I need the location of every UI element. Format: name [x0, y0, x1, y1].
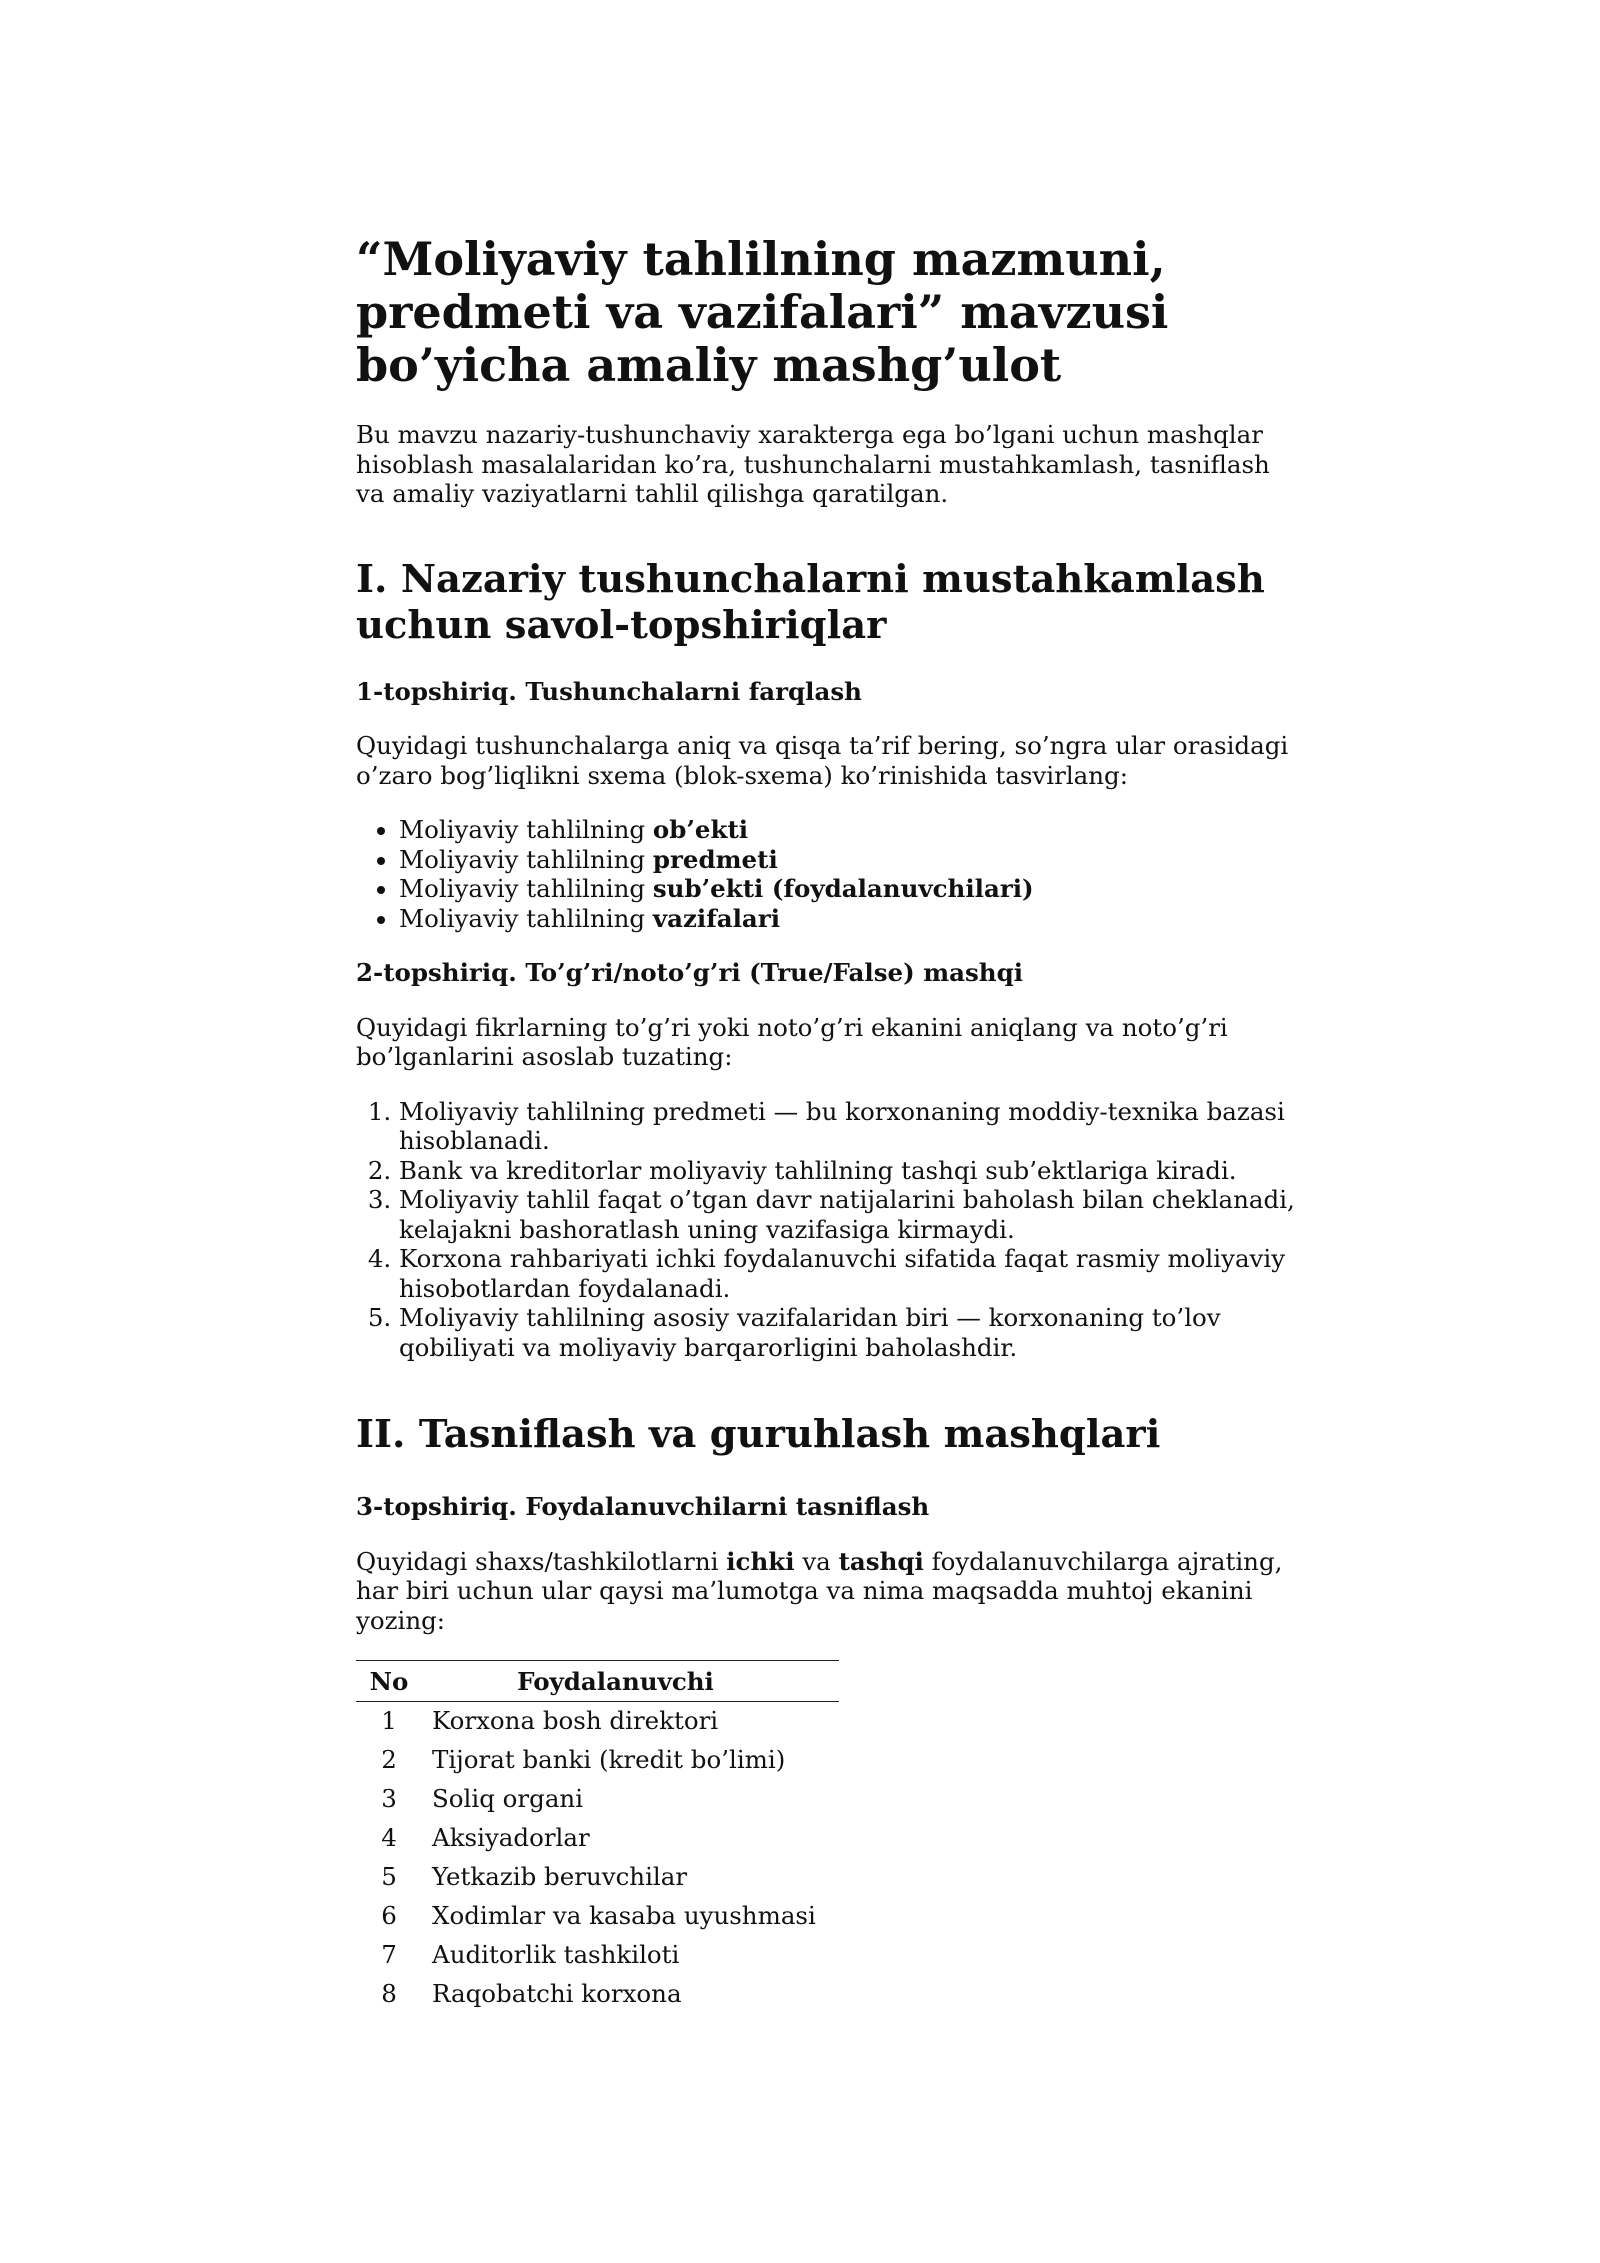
- row-user: Raqobatchi korxona: [432, 1979, 682, 2009]
- row-user: Korxona bosh direktori: [432, 1706, 719, 1736]
- list-item: • Moliyaviy tahlilning vazifalari: [399, 904, 1300, 934]
- table-row: [356, 1780, 839, 1819]
- row-number: 8: [381, 1979, 397, 2009]
- row-user: Yetkazib beruvchilar: [432, 1862, 688, 1892]
- row-user: Aksiyadorlar: [432, 1823, 590, 1853]
- row-number: 2: [381, 1745, 397, 1775]
- list-item: 2. Bank va kreditorlar moliyaviy tahlilning tashqi sub’ektlariga kiradi.: [399, 1156, 1300, 1186]
- row-number: 5: [381, 1862, 397, 1892]
- list-item: 4. Korxona rahbariyati ichki foydalanuvchi sifatida faqat rasmiy moliyaviy hisobotlardan foydalanadi.: [399, 1244, 1300, 1303]
- users-table: [356, 1660, 839, 2014]
- table-row: [356, 1897, 839, 1936]
- row-user: Xodimlar va kasaba uyushmasi: [432, 1901, 816, 1931]
- row-number: 3: [381, 1784, 397, 1814]
- column-header-user: Foydalanuvchi: [422, 1661, 839, 1702]
- list-item: 5. Moliyaviy tahlilning asosiy vazifalaridan biri — korxonaning to’lov qobiliyati va moliyaviy barqarorligini baholashdir.: [399, 1303, 1300, 1362]
- table-header-row: [356, 1661, 839, 1702]
- task-2-list: [356, 1097, 1300, 1363]
- task-2-heading: 2-topshiriq. To’g’ri/noto’g’ri (True/False) mashqi: [356, 958, 1024, 987]
- task-3-heading: 3-topshiriq. Foydalanuvchilarni tasniflash: [356, 1492, 930, 1521]
- task-1-list: [356, 815, 1300, 933]
- row-user: Auditorlik tashkiloti: [432, 1940, 680, 1970]
- column-header-no: No: [356, 1661, 422, 1702]
- row-number: 6: [381, 1901, 397, 1931]
- table-row: [356, 1701, 839, 1741]
- table-row: [356, 1936, 839, 1975]
- table-row: [356, 1819, 839, 1858]
- table-row: [356, 1741, 839, 1780]
- list-item: 1. Moliyaviy tahlilning predmeti — bu korxonaning moddiy-texnika bazasi hisoblanadi.: [399, 1097, 1300, 1156]
- row-user: Soliq organi: [432, 1784, 584, 1814]
- task-2-text: Quyidagi fikrlarning to’g’ri yoki noto’g’ri ekanini aniqlang va noto’g’ri bo’lganlarini asoslab tuzating:: [356, 1012, 1228, 1071]
- list-item: • Moliyaviy tahlilning predmeti: [399, 845, 1300, 875]
- task-3-text: Quyidagi shaxs/tashkilotlarni ichki va tashqi foydalanuvchilarga ajrating, har biri uchun ular qaysi ma’lumotga va nima maqsadda muhtoj ekanini yozing:: [356, 1546, 1283, 1635]
- intro-paragraph: Bu mavzu nazariy-tushunchaviy xarakterga ega bo’lgani uchun mashqlar hisoblash masalalaridan ko’ra, tushunchalarni mustahkamlash, tasniflash va amaliy vaziyatlarni tahlil qilishga qaratilgan.: [356, 420, 1270, 508]
- list-item: • Moliyaviy tahlilning sub’ekti (foydalanuvchilari): [399, 874, 1300, 904]
- table-row: [356, 1858, 839, 1897]
- section-2-heading: II. Tasniflash va guruhlash mashqlari: [356, 1412, 1161, 1457]
- row-number: 4: [381, 1823, 397, 1853]
- table-row: [356, 1975, 839, 2014]
- task-1-text: Quyidagi tushunchalarga aniq va qisqa ta’rif bering, so’ngra ular orasidagi o’zaro bog’liqlikni sxema (blok-sxema) ko’rinishida tasvirlang:: [356, 731, 1289, 790]
- list-item: 3. Moliyaviy tahlil faqat o’tgan davr natijalarini baholash bilan cheklanadi, kelajakni bashoratlash uning vazifasiga kirmaydi.: [399, 1185, 1300, 1244]
- section-1-heading: I. Nazariy tushunchalarni mustahkamlash uchun savol-topshiriqlar: [356, 556, 1265, 648]
- row-number: 1: [381, 1706, 397, 1736]
- row-number: 7: [381, 1940, 397, 1970]
- list-item: • Moliyaviy tahlilning ob’ekti: [399, 815, 1300, 845]
- page-title: “Moliyaviy tahlilning mazmuni, predmeti va vazifalari” mavzusi bo’yicha amaliy mashg’ulot: [356, 232, 1169, 392]
- task-1-heading: 1-topshiriq. Tushunchalarni farqlash: [356, 676, 862, 706]
- row-user: Tijorat banki (kredit bo’limi): [432, 1745, 786, 1775]
